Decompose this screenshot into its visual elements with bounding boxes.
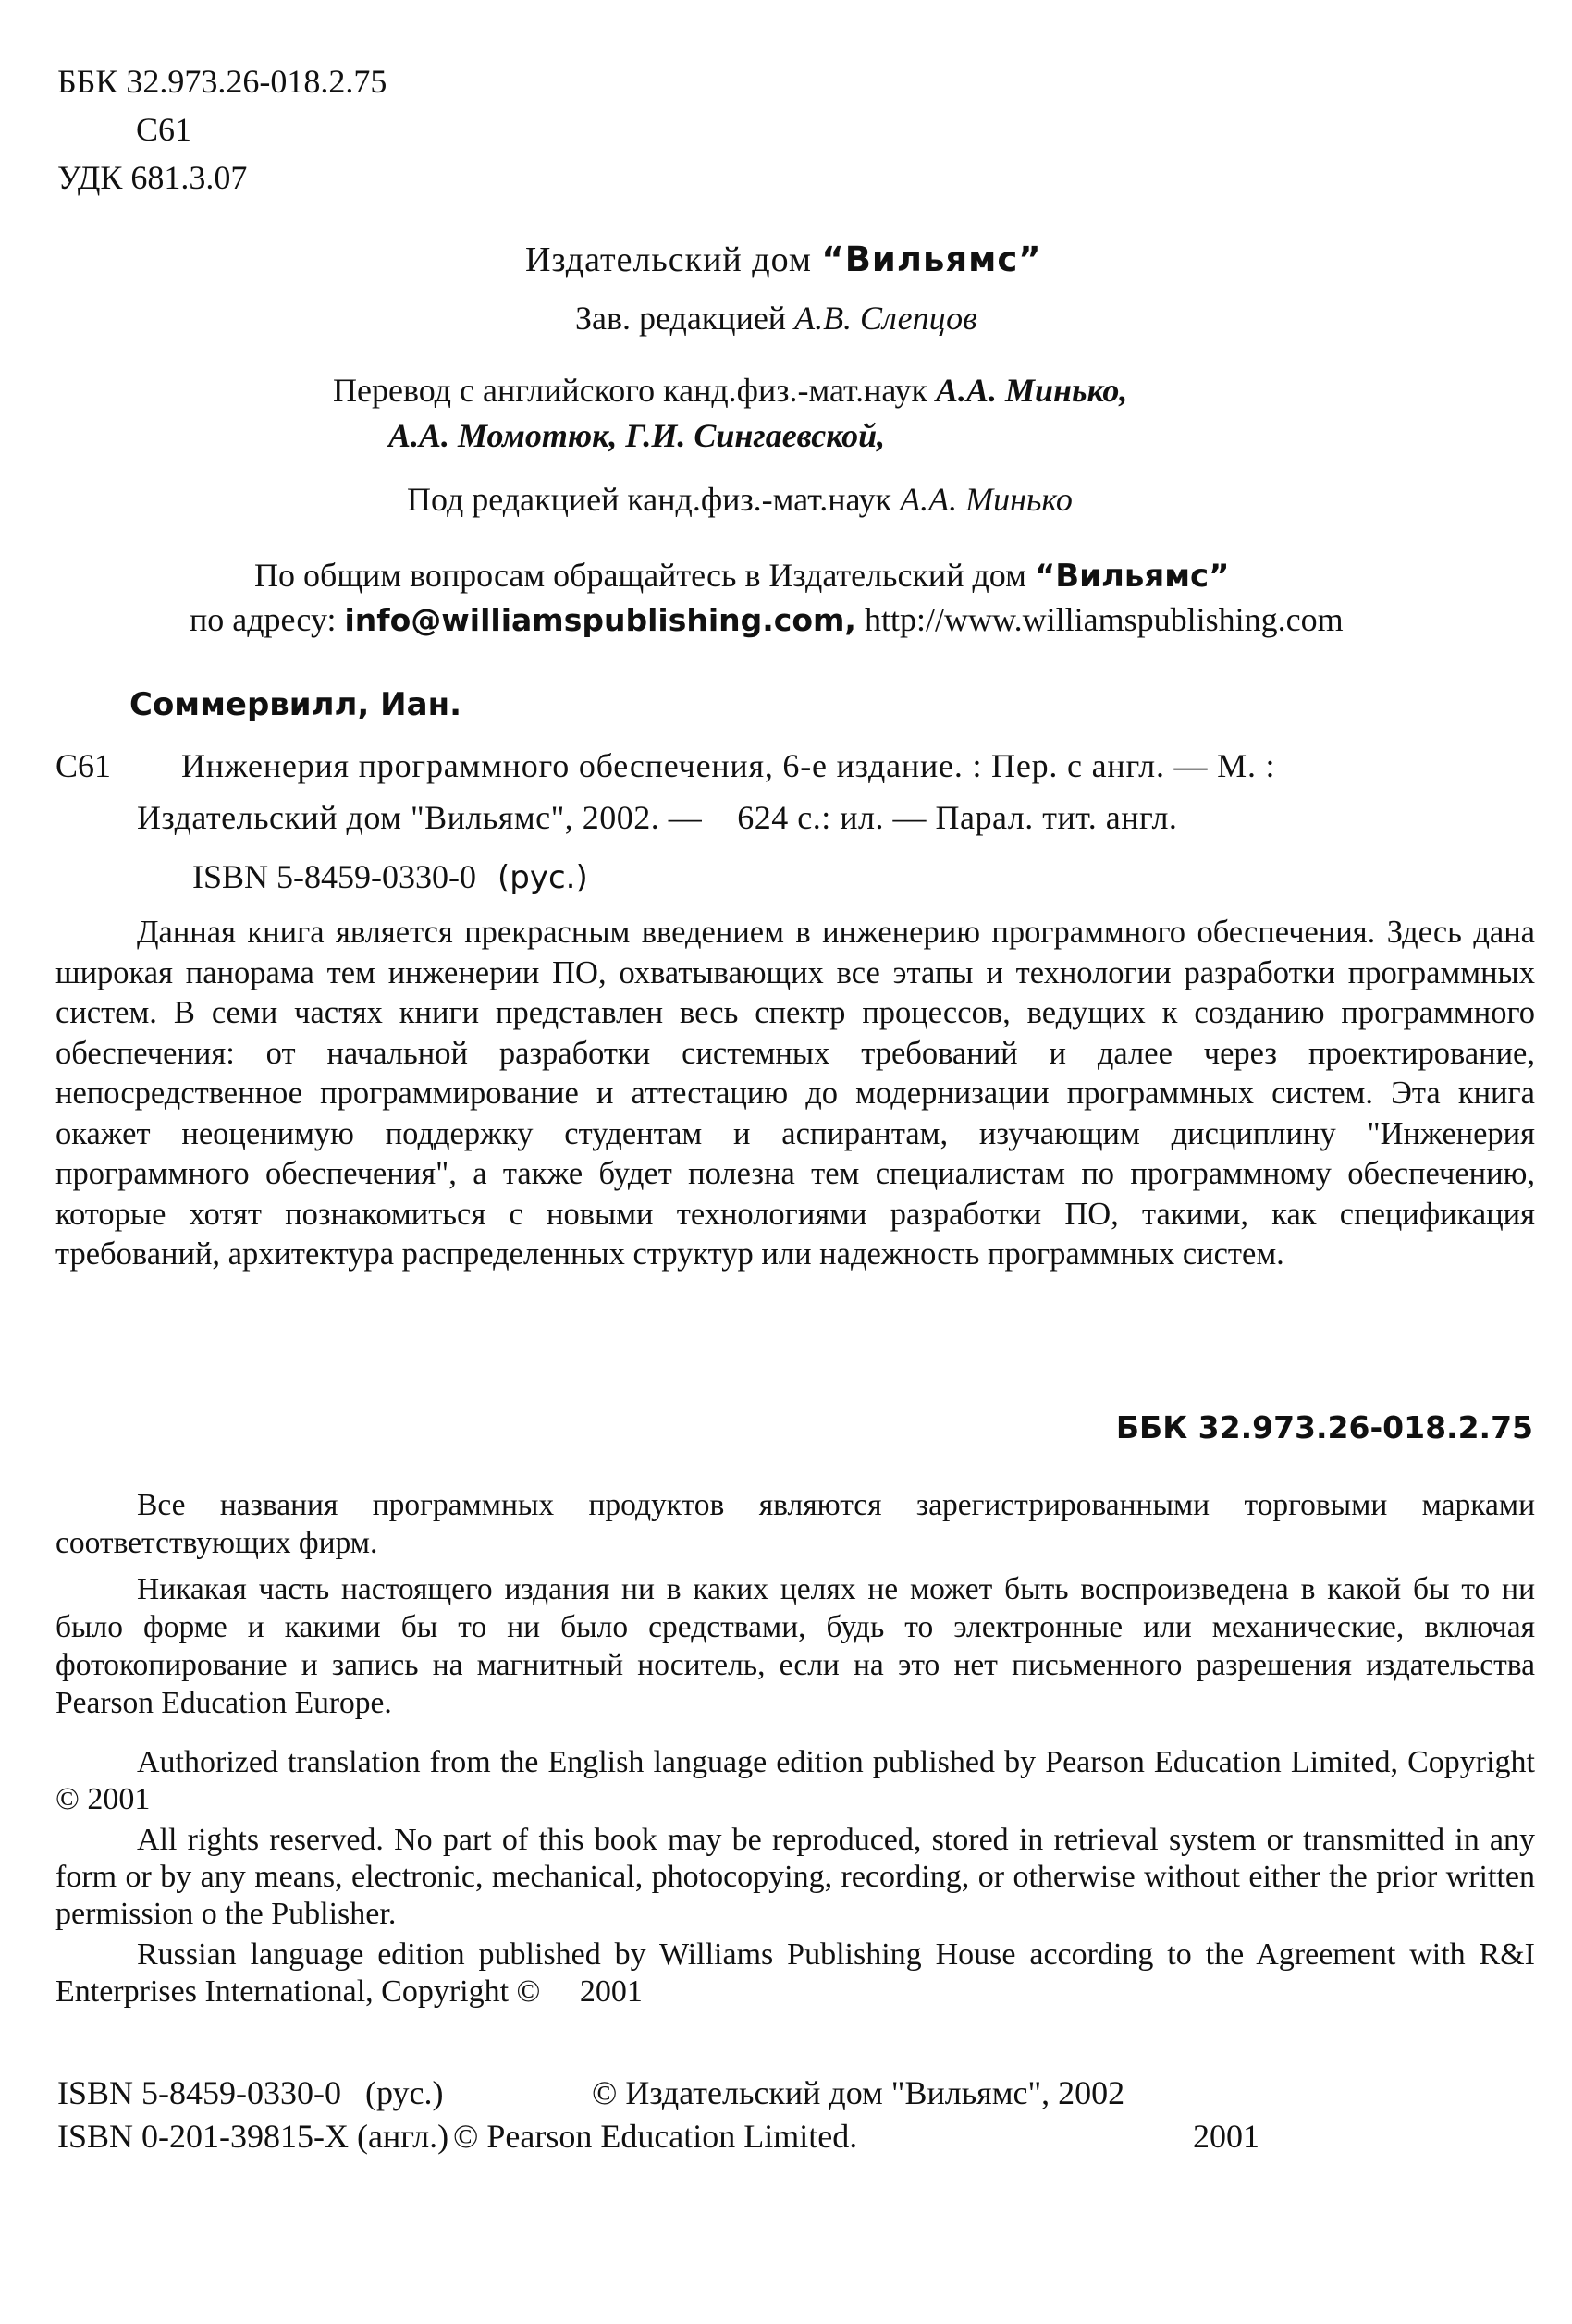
publisher-line [525, 239, 1042, 281]
editor-label: Зав. редакцией [575, 300, 787, 337]
isbn-row-2-year: 2001 [1193, 2118, 1259, 2155]
translation-label: Перевод с английского канд.физ.-мат.наук [333, 372, 927, 409]
udk-code: УДК 681.3.07 [57, 159, 248, 196]
legal-trademarks: Все названия программных продуктов являются зарегистрированными торговыми марками соответствующих фирм. [55, 1488, 1535, 1560]
legal-reproduction: Никакая часть настоящего издания ни в каких целях не может быть воспроизведена в какой бы то ни было форме и какими бы то ни было средствами, будь то электронные или механические, включая фотокопирование и запись на магнитный носитель, если на это нет письменного разрешения издательства Pearson Education Europe. [55, 1572, 1535, 1720]
annotation [55, 913, 1535, 1275]
translators-line-1: А.А. Минько, [935, 372, 1128, 409]
catalog-line-2: Издательский дом "Вильямс", 2002. — 624 с.: ил. — Парал. тит. англ. [137, 799, 1178, 836]
isbn-row-1-lang: (рус.) [365, 2074, 444, 2111]
bbk-code: ББК 32.973.26-018.2.75 [57, 63, 387, 100]
translators-line-2: А.А. Момотюк, Г.И. Сингаевской, [388, 417, 886, 454]
contact-url[interactable]: http://www.williamspublishing.com [864, 601, 1344, 638]
edited-by-label: Под редакцией канд.физ.-мат.наук [407, 481, 892, 518]
publisher-name: “Вильямс” [821, 240, 1042, 279]
contact-line-2 [190, 599, 1344, 641]
isbn-row-1-number: ISBN 5-8459-0330-0 [57, 2074, 341, 2111]
translation-line-1 [333, 370, 1127, 411]
contact-address-label: по адресу: [190, 601, 337, 638]
catalog-code: С61 [55, 747, 112, 784]
catalog-isbn-number: ISBN 5-8459-0330-0 [192, 858, 476, 895]
isbn-row-2-copyright: © Pearson Education Limited. [453, 2118, 858, 2155]
contact-email[interactable]: info@williamspublishing.com, [344, 602, 856, 638]
english-russian-edition: Russian language edition published by Williams Publishing House according to the Agreement with R&I Enterprises International, Copyright © 2001 [55, 1937, 1543, 2009]
catalog-line-1: Инженерия программного обеспечения, 6-е издание. : Пер. с англ. — М. : [181, 747, 1276, 784]
contact-prefix: По общим вопросам обращайтесь в Издательский дом [254, 557, 1026, 594]
isbn-row-1-copyright: © Издательский дом "Вильямс", 2002 [592, 2074, 1125, 2111]
author-heading: Соммервилл, Иан. [129, 686, 461, 723]
english-authorized: Authorized translation from the English language edition published by Pearson Education Limited, Copyright © 2001 [55, 1745, 1535, 1816]
catalog-isbn-lang: (рус.) [497, 859, 588, 896]
author-mark-code: С61 [136, 111, 192, 148]
bbk-bottom: ББК 32.973.26-018.2.75 [1115, 1409, 1533, 1445]
editor-name: А.В. Слепцов [794, 300, 977, 337]
catalog-isbn [192, 856, 588, 898]
contact-line-1 [254, 555, 1229, 596]
edited-by-line [407, 479, 1073, 520]
publisher-prefix: Издательский дом [525, 240, 812, 279]
english-block [55, 1744, 1543, 2010]
isbn-row-2-number: ISBN 0-201-39815-X (англ.) [57, 2118, 449, 2155]
contact-publisher-name: “Вильямс” [1034, 558, 1230, 595]
legal-block [55, 1486, 1535, 1722]
editor-line [575, 298, 977, 338]
english-rights: All rights reserved. No part of this book may be reproduced, stored in retrieval system or transmitted in any form or by any means, electronic, mechanical, photocopying, recording, or otherwise without either the prior written permission o the Publisher. [55, 1823, 1535, 1931]
annotation-text: Данная книга является прекрасным введением в инженерию программного обеспечения. Здесь дана широкая панорама тем инженерии ПО, охватывающих все этапы и технологии разработки программных систем. В семи частях книги представлен весь спектр процессов, ведущих к созданию программного обеспечения: от начальной разработки системных требований и далее через проектирование, непосредственное программирование и аттестацию до модернизации программных систем. Эта книга окажет неоценимую поддержку студентам и аспирантам, изучающим дисциплину "Инженерия программного обеспечения", а также будет полезна тем специалистам по программному обеспечению, которые хотят познакомиться с новыми технологиями разработки ПО, такими, как спецификация требований, архитектура распределенных структур или надежность программных систем. [55, 915, 1535, 1272]
edited-by-name: А.А. Минько [900, 481, 1073, 518]
